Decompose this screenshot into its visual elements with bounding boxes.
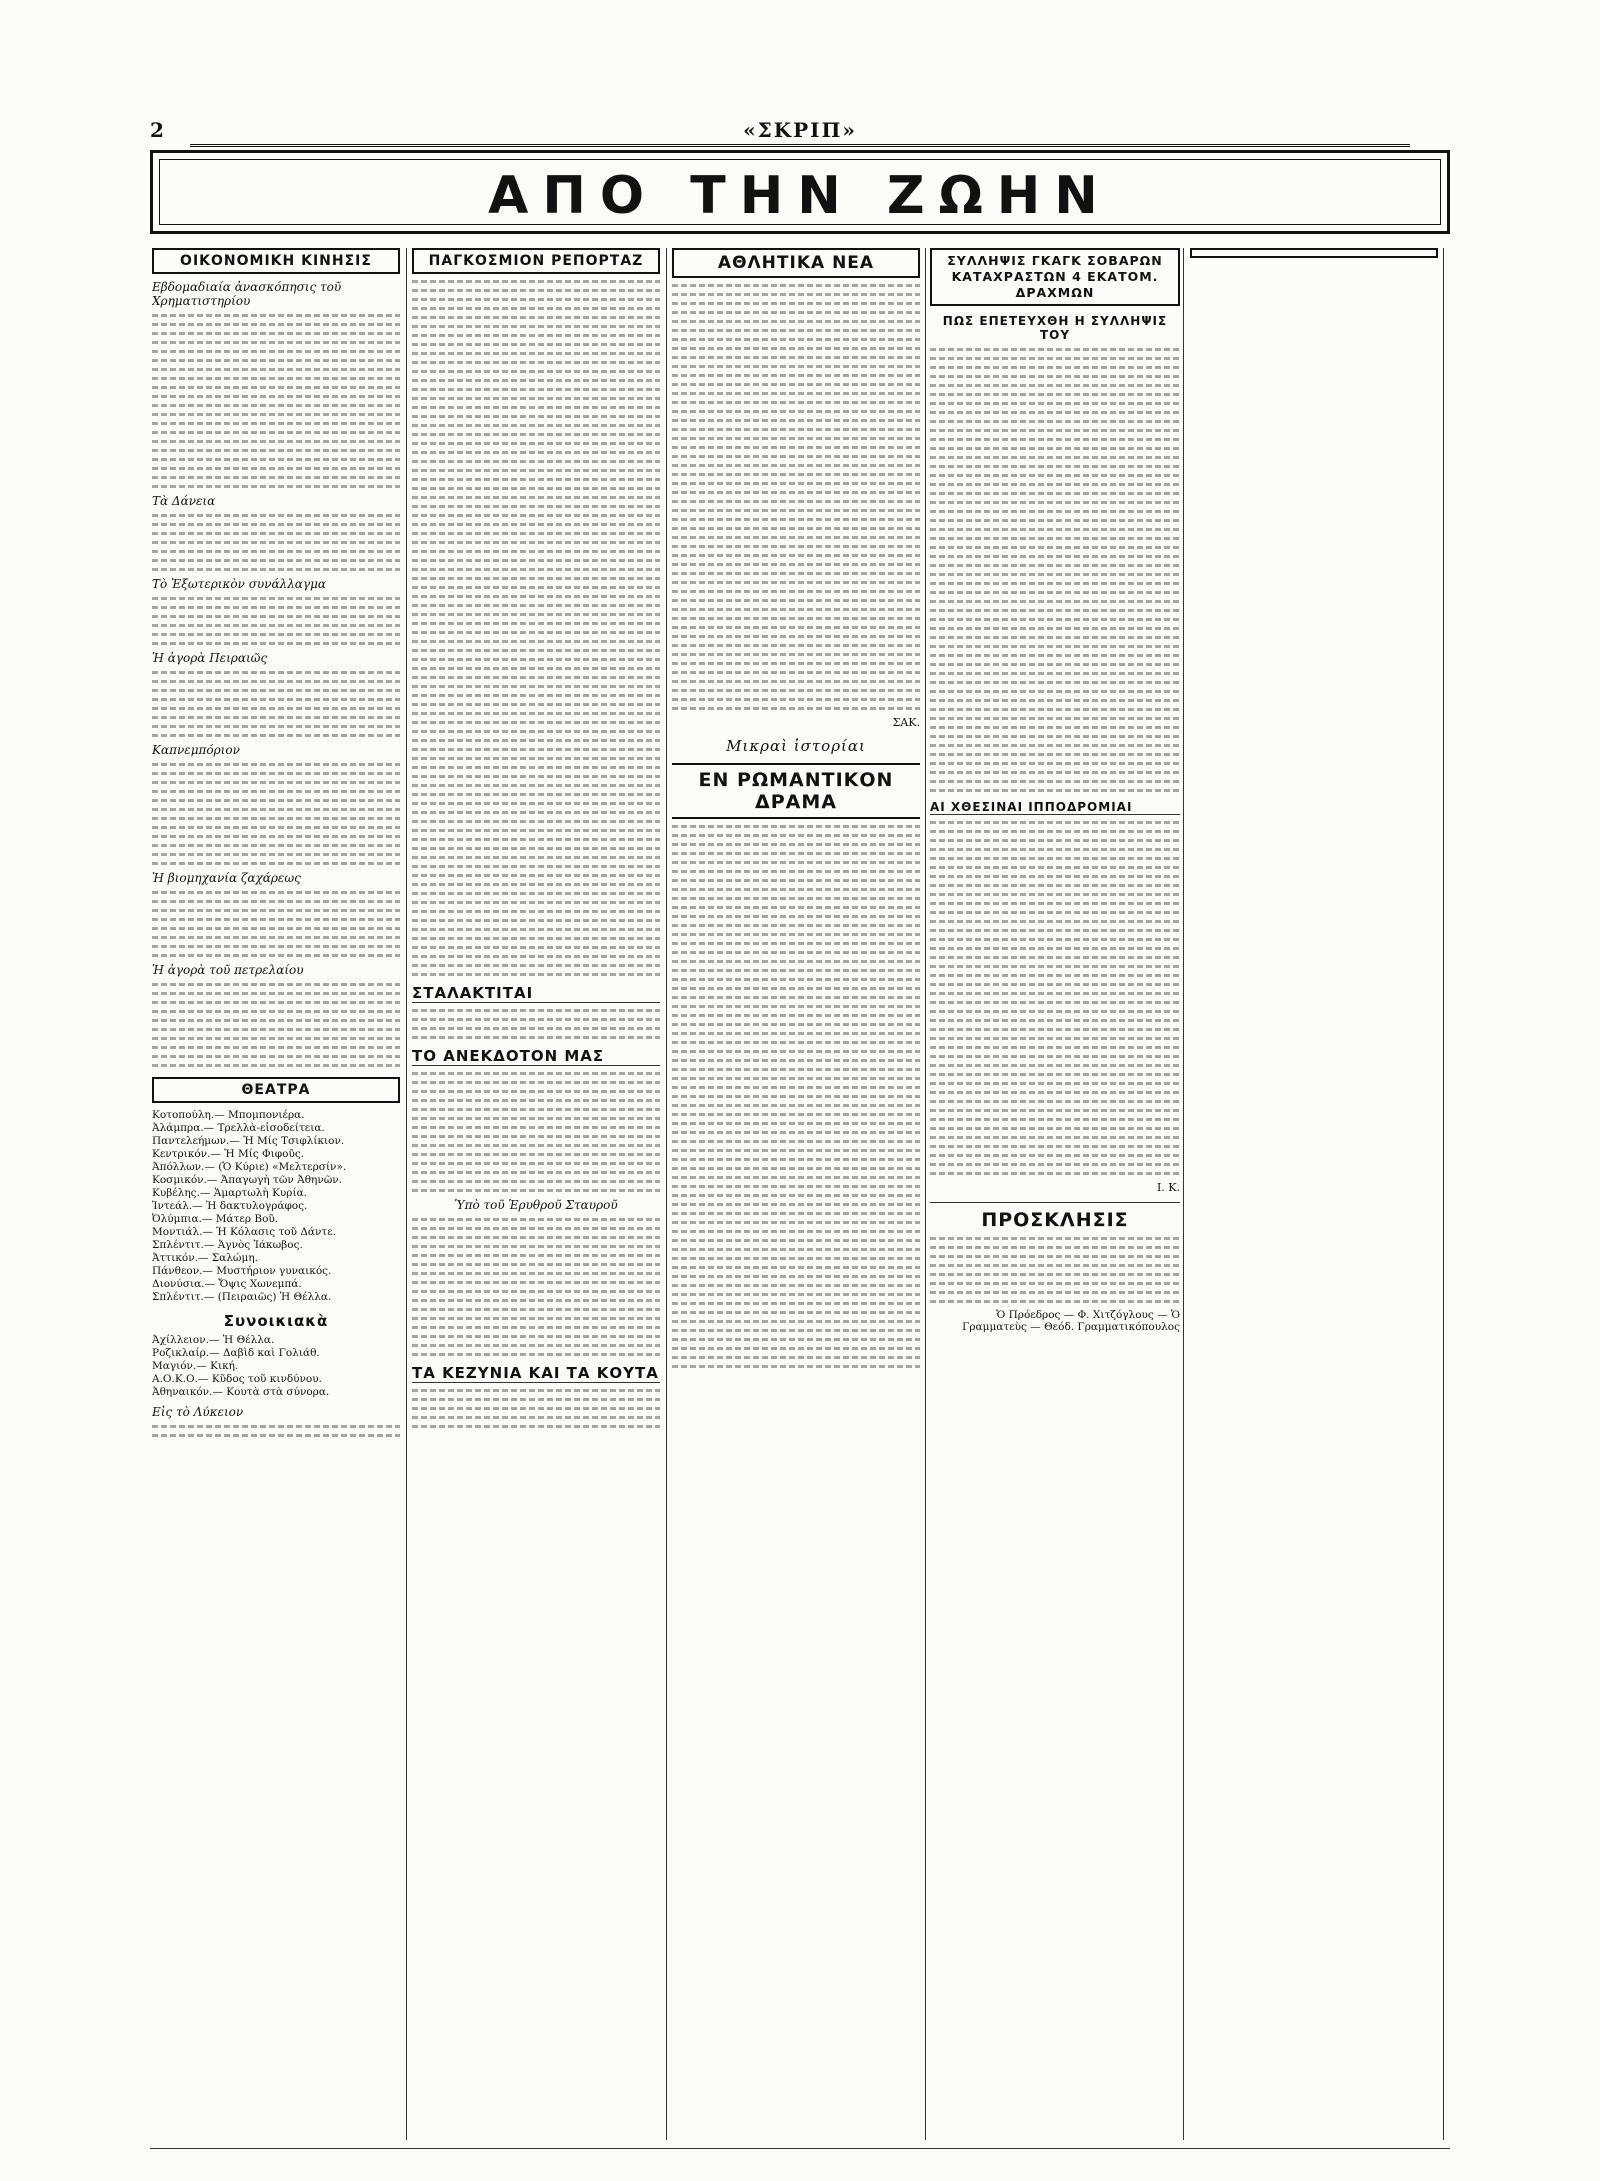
list-item: Παντελεήμων.— Ἡ Μίς Τσιφλίκιον. — [152, 1135, 345, 1147]
article-text-block — [930, 348, 1180, 792]
list-item: Ἀλάμπρα.— Τρελλὰ-εἰσοδείτεια. — [152, 1122, 325, 1134]
subheading: Τὰ Δάνεια — [152, 494, 216, 508]
page-header — [150, 118, 1450, 144]
theatre-suburban-list — [152, 1334, 400, 1399]
article-text-block — [152, 314, 400, 488]
column-crime-news — [930, 248, 1180, 2140]
signature: ΣΑΚ. — [892, 716, 920, 729]
list-item: Κυβέλης.— Ἁμαρτωλὴ Κυρία. — [152, 1187, 308, 1199]
list-item: Σπλέντιτ.— Ἀγνὸς Ἰάκωβος. — [152, 1239, 303, 1251]
list-item: Ἀθηναικόν.— Κουτὰ στὰ σύνορα. — [152, 1386, 330, 1398]
article-headline: Εβδομαδιαία ἀνασκόπησις τοῦ Χρηματιστηρίου — [152, 280, 342, 308]
subheading: Εἰς τὸ Λύκειον — [152, 1405, 244, 1419]
section-heading: ΑΘΛΗΤΙΚΑ ΝΕΑ — [672, 248, 920, 278]
list-item: Α.Ο.Κ.Ο.— Κῦδος τοῦ κινδύνου. — [152, 1373, 322, 1385]
article-text-block — [152, 514, 400, 571]
article-text-block — [152, 983, 400, 1067]
section-heading: ΟΙΚΟΝΟΜΙΚΗ ΚΙΝΗΣΙΣ — [152, 248, 400, 274]
theatre-heading: ΘΕΑΤΡΑ — [152, 1077, 400, 1103]
signature: Ὁ Πρόεδρος — Φ. Χιτζόγλους — Ὁ Γραμματεὺς — Θεόδ. Γραμματικόπουλος — [962, 1309, 1180, 1333]
list-item: Σπλέντιτ.— (Πειραιῶς) Ἡ Θέλλα. — [152, 1291, 332, 1303]
section-heading — [1190, 248, 1438, 258]
list-item: Διονύσια.— Ὄψις Χωνεμπά. — [152, 1278, 302, 1290]
article-text-block — [152, 1425, 400, 1437]
article-text-block — [152, 891, 400, 957]
subheading: ΠΩΣ ΕΠΕΤΕΥΧΘΗ Η ΣΥΛΛΗΨΙΣ ΤΟΥ — [942, 314, 1168, 342]
list-item: Ροζικλαίρ.— Δαβὶδ καὶ Γολιάθ. — [152, 1347, 320, 1359]
article-headline: ΠΡΟΣΚΛΗΣΙΣ — [930, 1202, 1180, 1231]
section-heading: ΠΑΓΚΟΣΜΙΟΝ ΡΕΠΟΡΤΑΖ — [412, 248, 660, 274]
list-item: Μοντιάλ.— Ἡ Κόλασις τοῦ Δάντε. — [152, 1226, 336, 1238]
subheading: Μικραὶ ἱστορίαι — [726, 737, 866, 755]
section-heading: ΣΥΛΛΗΨΙΣ ΓΚΑΓΚ ΣΟΒΑΡΩΝ ΚΑΤΑΧΡΑΣΤΩΝ 4 ΕΚΑΤΟΜ. ΔΡΑΧΜΩΝ — [930, 248, 1180, 306]
page-footer-rule — [150, 2148, 1450, 2149]
article-text-block — [930, 821, 1180, 1175]
column-divider — [1183, 248, 1184, 2140]
column-provinces-news-rightmost — [1190, 248, 1438, 2140]
article-text-block — [412, 1072, 660, 1192]
subheading: Συνοικιακὰ — [223, 1312, 329, 1330]
article-text-block — [412, 1389, 660, 1428]
masthead: «ΣΚΡΙΠ» — [743, 118, 857, 142]
column-economy — [152, 248, 400, 2140]
column-world-report — [412, 248, 660, 2140]
subheading: ΑΙ ΧΘΕΣΙΝΑΙ ΙΠΠΟΔΡΟΜΙΑΙ — [930, 800, 1180, 815]
subheading: Τὸ Ἐξωτερικὸν συνάλλαγμα — [152, 577, 326, 591]
article-headline: ΕΝ ΡΩΜΑΝΤΙΚΟΝ ΔΡΑΜΑ — [672, 763, 920, 819]
article-text-block — [152, 671, 400, 737]
list-item: Κοτοπούλη.— Μπομπονιέρα. — [152, 1109, 305, 1121]
column-divider — [925, 248, 926, 2140]
article-text-block — [412, 1218, 660, 1356]
banner-title: ΑΠΟ ΤΗΝ ΖΩΗΝ — [488, 166, 1112, 226]
article-text-block — [152, 597, 400, 645]
subheading: ΤΑ ΚΕΖΥΝΙΑ ΚΑΙ ΤΑ ΚΟΥΤΑ — [412, 1364, 659, 1382]
page-number: 2 — [150, 118, 164, 142]
subheading: Ἡ ἀγορὰ Πειραιῶς — [152, 651, 268, 665]
column-divider — [666, 248, 667, 2140]
list-item: Ἀπόλλων.— (Ὁ Κύριε) «Μελτερσίν». — [152, 1161, 347, 1173]
list-item: Κοσμικόν.— Ἀπαγωγὴ τῶν Ἀθηνῶν. — [152, 1174, 342, 1186]
list-item: Ἀχίλλειον.— Ἡ Θέλλα. — [152, 1334, 275, 1346]
list-item: Κεντρικόν.— Ἡ Μίς Φιφοῦς. — [152, 1148, 305, 1160]
list-item: Πάνθεον.— Μυστήριον γυναικός. — [152, 1265, 332, 1277]
subheading: ΣΤΑΛΑΚΤΙΤΑΙ — [412, 984, 660, 1003]
section-banner — [150, 150, 1450, 234]
article-text-block — [152, 763, 400, 865]
list-item: Ἀττικόν.— Σαλώμη. — [152, 1252, 258, 1264]
list-item: Ἰντεάλ.— Ἡ δακτυλογράφος. — [152, 1200, 308, 1212]
subheading: Ἡ βιομηχανία ζαχάρεως — [152, 871, 301, 885]
article-text-block — [930, 1237, 1180, 1303]
subheading: Ἡ ἀγορὰ τοῦ πετρελαίου — [152, 963, 304, 977]
subheading: ΤΟ ΑΝΕΚΔΟΤΟΝ ΜΑΣ — [412, 1047, 660, 1066]
theatre-list — [152, 1109, 400, 1304]
list-item: Ὀλύμπια.— Μάτερ Βοῦ. — [152, 1213, 279, 1225]
signature: Ι. Κ. — [1156, 1181, 1180, 1194]
column-sports — [672, 248, 920, 2140]
article-text-block — [412, 280, 660, 976]
subheading: Ὑπὸ τοῦ Ἑρυθροῦ Σταυροῦ — [454, 1198, 618, 1212]
article-text-block — [672, 825, 920, 1368]
header-rule — [190, 144, 1410, 147]
article-text-block — [412, 1009, 660, 1039]
column-divider — [1443, 248, 1444, 2140]
banner-frame — [159, 159, 1441, 225]
subheading: Καπνεμπόριον — [152, 743, 240, 757]
list-item: Μαγιόν.— Κική. — [152, 1360, 239, 1372]
article-text-block — [672, 284, 920, 710]
column-divider — [406, 248, 407, 2140]
